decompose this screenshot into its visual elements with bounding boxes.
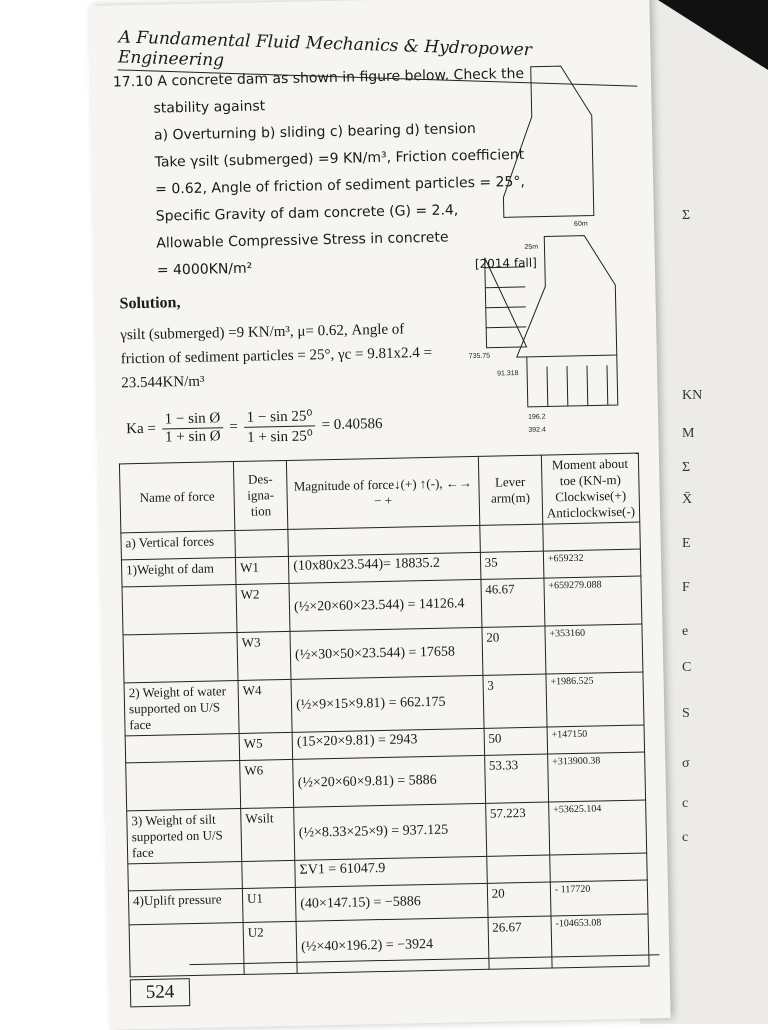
ka-fraction-1 [162,410,224,446]
facing-page-text: S [682,706,690,721]
cell-lever: 57.223 [485,802,549,856]
uplift-diagram [527,355,618,407]
solution-text [120,316,481,396]
cell-moment: -104653.08 [551,914,649,968]
facing-page-text: E [682,536,691,551]
cell-name [128,861,243,890]
ka-numerator: 1 − sin 25⁰ [244,406,316,427]
table-row [129,914,649,977]
cell-des: W5 [239,732,293,760]
cell-moment: +353160 [545,624,643,674]
forces-table [119,453,650,978]
cell-name: 2) Weight of water supported on U/S face [124,681,239,736]
cell-name [126,760,241,810]
facing-page-text: Σ [682,460,691,475]
cell-magnitude: (½×8.33×25×9) = 937.125 [294,803,487,860]
question-line: Allowable Compressive Stress in concrete [156,229,449,252]
cell-name [122,585,237,635]
header-designation: Des-igna-tion [233,460,288,530]
cell-name: 3) Weight of silt supported on U/S face [127,808,242,863]
question-line: stability against [153,98,266,117]
figure-label: 25m [524,243,539,251]
cell-magnitude: (½×40×196.2) = −3924 [296,917,489,973]
facing-page-text: σ [682,756,690,771]
cell-moment: +659232 [543,549,641,578]
cell-name: 4)Uplift pressure [128,888,243,924]
cell-moment [543,522,641,551]
running-head: A Fundamental Fluid Mechanics & Hydropower Engineering [118,27,639,86]
cell-magnitude: (15×20×9.81) = 2943 [292,728,484,759]
cell-lever [486,855,550,883]
cell-des [242,860,296,888]
cell-moment: +1986.525 [546,672,644,727]
cell-des: Wsilt [241,807,295,861]
header-moment: Moment about toe (KN-m) Clockwise(+) Anticlockwise(-) [541,453,640,524]
cell-magnitude: ΣV1 = 61047.9 [295,856,487,887]
exam-reference: [2014 fall] [474,255,537,271]
figure-label: 196.2 [527,413,546,421]
table-header-row [119,453,639,533]
facing-page-text: X̄ [682,492,693,507]
facing-page-text: Σ [682,208,691,223]
figure-label: 91.318 [497,370,519,378]
figure-label: 60m [573,220,588,228]
cell-moment: +659279.088 [544,576,642,626]
uplift-line [607,365,608,405]
ka-result: = 0.40586 [321,415,383,434]
cell-name [129,922,244,976]
cell-des: W3 [237,631,291,680]
ka-equation [126,405,383,449]
facing-page-text: e [682,624,689,639]
equals-sign: = [229,418,239,436]
header-magnitude: Magnitude of force↓(+) ↑(-), ←→ − + [287,456,480,529]
cell-magnitude [288,525,480,556]
dam-figure [461,55,639,438]
figure-label: 392.4 [528,426,546,434]
cell-lever: 26.67 [488,916,552,969]
uplift-line [567,366,568,406]
cell-lever: 20 [487,882,551,917]
ka-denominator: 1 + sin Ø [164,428,221,446]
ka-denominator: 1 + sin 25⁰ [246,428,314,446]
ka-numerator: 1 − sin Ø [162,410,224,429]
cell-moment: - 117720 [550,880,648,916]
cell-des: U2 [243,921,297,974]
figure-label: 735.75 [468,352,491,361]
dam-section-upper [501,65,594,217]
cell-name: a) Vertical forces [121,531,236,560]
cell-magnitude: (½×20×60×9.81) = 5886 [293,755,485,807]
uplift-line [587,366,588,406]
cell-lever: 53.33 [484,754,548,803]
cell-magnitude: (½×20×60×23.544) = 14126.4 [289,579,481,631]
question-line: 17.10 A concrete dam as shown in figure below. Check the [112,65,525,91]
cell-des: W2 [236,583,290,632]
question-line: = 0.62, Angle of friction of sediment particles = 25°, [155,173,526,198]
question-options: a) Overturning b) sliding c) bearing d) tension [153,120,476,144]
dam-section-lower [514,235,616,357]
header-lever: Lever arm(m) [478,455,543,525]
facing-page-text: KN [682,388,703,403]
solution-line: 23.544KN/m³ [121,373,205,392]
cell-magnitude: (½×30×50×23.544) = 17658 [290,627,482,679]
cell-lever: 50 [484,727,548,755]
facing-page-text: F [682,580,690,595]
pressure-line [486,327,526,328]
cell-name: 1)Weight of dam [121,558,236,587]
question-value: = 4000KN/m² [156,260,253,279]
pressure-line [485,287,525,288]
cell-lever [479,524,543,552]
pressure-line [486,307,526,308]
cell-des: U1 [242,887,296,922]
question-line: Take γsilt (submerged) =9 KN/m³, Friction coefficient [154,146,525,171]
cell-lever: 3 [483,674,547,728]
uplift-line [547,366,548,406]
dark-corner [658,0,768,70]
facing-page-text: c [682,830,689,845]
cell-des: W6 [240,759,294,808]
cell-moment: +313900.38 [547,752,645,802]
cell-lever: 46.67 [481,578,545,627]
page-number: 524 [130,978,191,1007]
facing-page-text: M [682,426,695,441]
ka-symbol: Ka = [126,420,157,438]
question-line: Specific Gravity of dam concrete (G) = 2.4, [155,202,459,225]
book-page [89,0,670,1030]
cell-magnitude: (40×147.15) = −5886 [295,883,487,921]
solution-line: γsilt (submerged) =9 KN/m³, μ= 0.62, Angle of [120,321,405,344]
cell-moment: +53625.104 [549,800,647,855]
cell-magnitude: (10x80x23.544)= 18835.2 [289,552,481,583]
cell-moment: +147150 [547,725,645,754]
cell-lever: 35 [480,551,544,579]
solution-heading: Solution, [119,294,181,313]
cell-des [235,529,289,557]
pressure-line [485,267,525,268]
cell-lever: 20 [482,626,546,675]
solution-line: friction of sediment particles = 25°, γc = 9.81x2.4 = [120,344,433,368]
cell-moment [550,853,648,882]
cell-des: W4 [238,679,292,733]
facing-page-text: C [682,660,692,675]
facing-page-text: c [682,796,689,811]
cell-name [123,633,238,683]
table-body [121,522,649,977]
water-pressure-triangle [485,257,527,348]
cell-name [125,733,240,762]
ka-fraction-2 [244,406,317,446]
cell-magnitude: (½×9×15×9.81) = 662.175 [291,675,484,732]
header-name: Name of force [119,462,234,533]
cell-des: W1 [235,556,289,584]
